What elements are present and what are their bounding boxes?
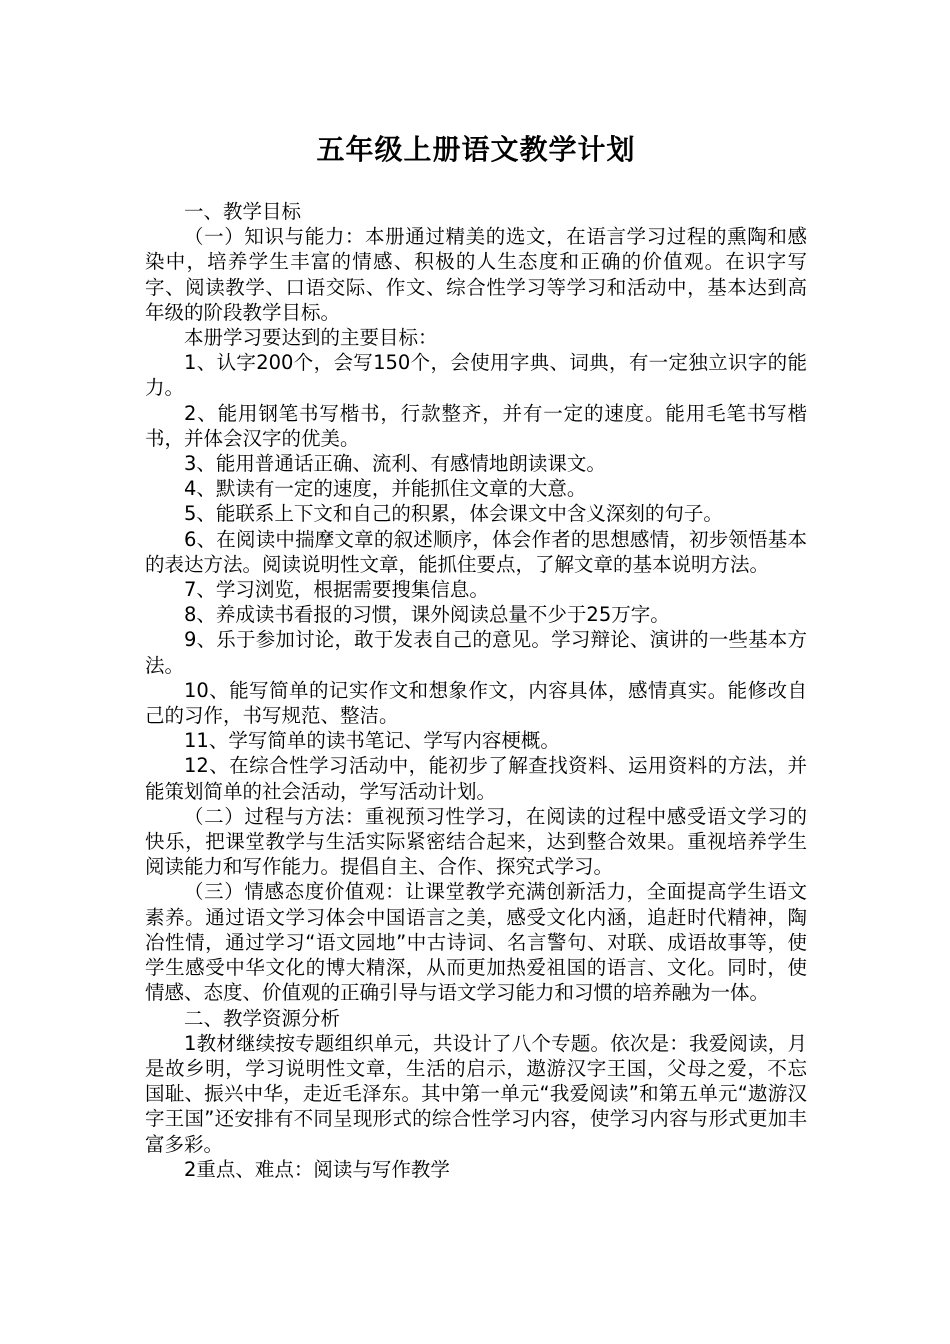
list-item: 7、学习浏览，根据需要搜集信息。 <box>184 578 489 602</box>
paragraph: 1教材继续按专题组织单元，共设计了八个专题。依次是：我爱阅读，月是故乡明，学习说明性文章，生活的启示，遨游汉字王国，父母之爱，不忘国耻、振兴中华，走近毛泽东。其中第一单元“我爱阅读”和第五单元“遨游汉字王国”还安排有不同呈现形式的综合性学习内容，使学习内容与形式更加丰富多彩。 <box>145 1031 807 1156</box>
section-heading: 一、教学目标 <box>184 200 302 223</box>
paragraph: （三）情感态度价值观：让课堂教学充满创新活力，全面提高学生语文素养。通过语文学习体会中国语言之美，感受文化内涵，追赶时代精神，陶冶性情，通过学习“语文园地”中古诗词、名言警句、对联、成语故事等，使学生感受中华文化的博大精深，从而更加热爱祖国的语言、文化。同时，使情感、态度、价值观的正确引导与语文学习能力和习惯的培养融为一体。 <box>145 880 807 1005</box>
document-body <box>145 199 807 1182</box>
paragraph: （一）知识与能力：本册通过精美的选文，在语言学习过程的熏陶和感染中，培养学生丰富的情感、积极的人生态度和正确的价值观。在识字写字、阅读教学、口语交际、作文、综合性学习等学习和活动中，基本达到高年级的阶段教学目标。 <box>145 225 807 324</box>
list-item: 8、养成读书看报的习惯，课外阅读总量不少于25万字。 <box>184 603 670 627</box>
paragraph: 本册学习要达到的主要目标： <box>184 326 438 350</box>
list-item: 9、乐于参加讨论，敢于发表自己的意见。学习辩论、演讲的一些基本方法。 <box>145 628 807 677</box>
list-item: 5、能联系上下文和自己的积累，体会课文中含义深刻的句子。 <box>184 502 723 526</box>
list-item: 12、在综合性学习活动中，能初步了解查找资料、运用资料的方法，并能策划简单的社会活动，学写活动计划。 <box>145 754 807 803</box>
paragraph: 2重点、难点：阅读与写作教学 <box>184 1157 450 1181</box>
document-title: 五年级上册语文教学计划 <box>316 133 636 166</box>
list-item: 6、在阅读中揣摩文章的叙述顺序，体会作者的思想感情，初步领悟基本的表达方法。阅读说明性文章，能抓住要点，了解文章的基本说明方法。 <box>145 527 807 576</box>
list-item: 11、学写简单的读书笔记、学写内容梗概。 <box>184 729 560 753</box>
section-heading: 二、教学资源分析 <box>184 1006 341 1030</box>
paragraph: （二）过程与方法：重视预习性学习，在阅读的过程中感受语文学习的快乐，把课堂教学与生活实际紧密结合起来，达到整合效果。重视培养学生阅读能力和写作能力。提倡自主、合作、探究式学习。 <box>145 804 807 879</box>
list-item: 2、能用钢笔书写楷书，行款整齐，并有一定的速度。能用毛笔书写楷书，并体会汉字的优美。 <box>145 401 807 450</box>
list-item: 1、认字200个，会写150个，会使用字典、词典，有一定独立识字的能力。 <box>145 351 807 400</box>
list-item: 4、默读有一定的速度，并能抓住文章的大意。 <box>184 477 587 501</box>
list-item: 3、能用普通话正确、流利、有感情地朗读课文。 <box>184 452 606 476</box>
list-item: 10、能写简单的记实作文和想象作文，内容具体，感情真实。能修改自己的习作，书写规范、整洁。 <box>145 678 807 728</box>
